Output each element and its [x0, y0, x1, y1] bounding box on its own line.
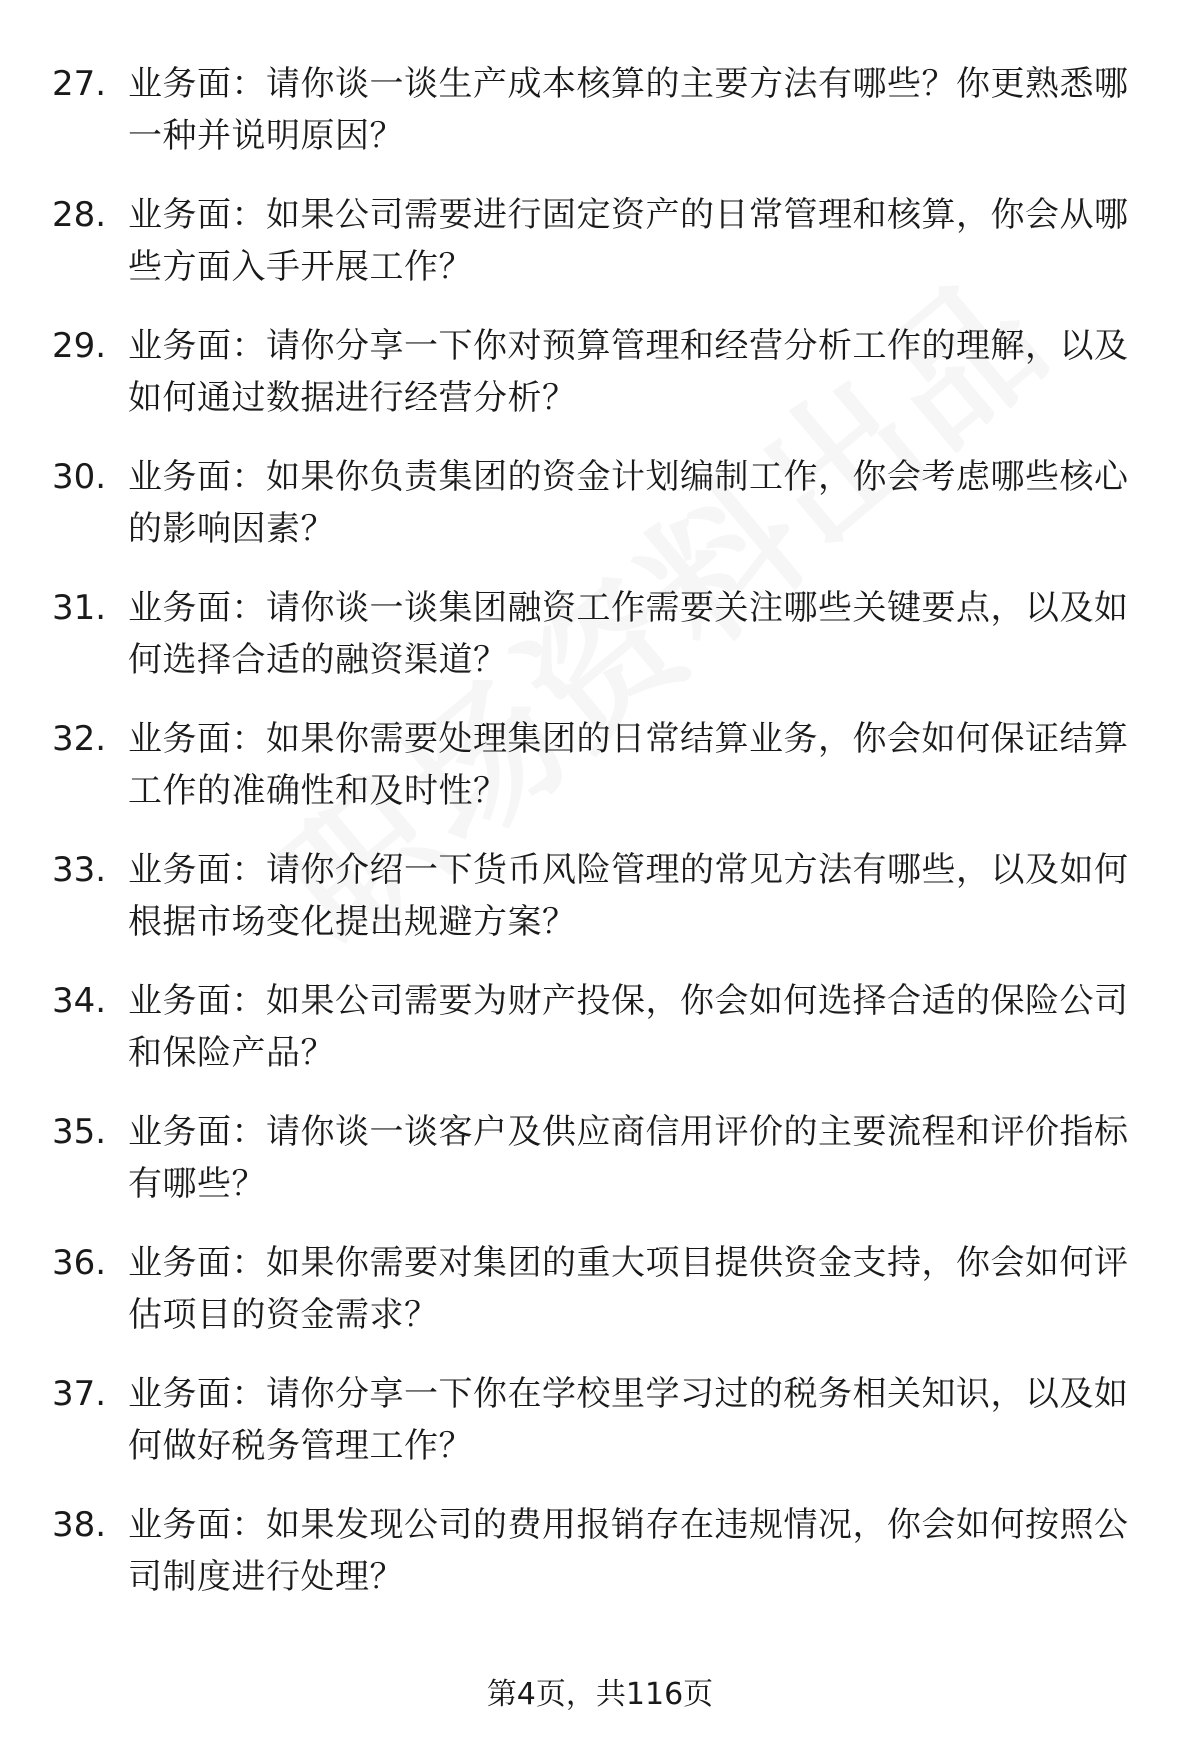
- question-number: 32.: [52, 719, 107, 759]
- list-item: [52, 975, 1152, 1106]
- question-number: 34.: [52, 981, 107, 1021]
- list-item: [52, 582, 1152, 713]
- question-text: 业务面：请你谈一谈生产成本核算的主要方法有哪些？你更熟悉哪一种并说明原因？: [128, 64, 1129, 156]
- question-text: 业务面：如果你需要处理集团的日常结算业务，你会如何保证结算工作的准确性和及时性？: [128, 719, 1129, 811]
- question-text: 业务面：如果公司需要进行固定资产的日常管理和核算，你会从哪些方面入手开展工作？: [128, 195, 1129, 287]
- question-number: 31.: [52, 588, 107, 628]
- list-item: [52, 1368, 1152, 1499]
- page-footer: 第4页，共116页: [486, 1677, 714, 1712]
- question-text: 业务面：请你介绍一下货币风险管理的常见方法有哪些，以及如何根据市场变化提出规避方案？: [128, 850, 1129, 942]
- list-item: [52, 320, 1152, 451]
- question-text: 业务面：请你谈一谈客户及供应商信用评价的主要流程和评价指标有哪些？: [128, 1112, 1129, 1204]
- list-item: [52, 58, 1152, 189]
- question-text: 业务面：如果发现公司的费用报销存在违规情况，你会如何按照公司制度进行处理？: [128, 1505, 1129, 1597]
- question-number: 29.: [52, 326, 107, 366]
- list-item: [52, 1237, 1152, 1368]
- question-number: 28.: [52, 195, 107, 235]
- question-number: 38.: [52, 1505, 107, 1545]
- question-text: 业务面：请你分享一下你对预算管理和经营分析工作的理解，以及如何通过数据进行经营分析？: [128, 326, 1129, 418]
- question-list: [52, 58, 1152, 1630]
- question-number: 30.: [52, 457, 107, 497]
- question-number: 36.: [52, 1243, 107, 1283]
- question-text: 业务面：请你谈一谈集团融资工作需要关注哪些关键要点，以及如何选择合适的融资渠道？: [128, 588, 1129, 680]
- list-item: [52, 1106, 1152, 1237]
- question-text: 业务面：如果你需要对集团的重大项目提供资金支持，你会如何评估项目的资金需求？: [128, 1243, 1129, 1335]
- question-number: 35.: [52, 1112, 107, 1152]
- list-item: [52, 189, 1152, 320]
- list-item: [52, 713, 1152, 844]
- list-item: [52, 1499, 1152, 1630]
- question-text: 业务面：请你分享一下你在学校里学习过的税务相关知识，以及如何做好税务管理工作？: [128, 1374, 1129, 1466]
- question-number: 27.: [52, 64, 107, 104]
- list-item: [52, 844, 1152, 975]
- question-text: 业务面：如果公司需要为财产投保，你会如何选择合适的保险公司和保险产品？: [128, 981, 1129, 1073]
- list-item: [52, 451, 1152, 582]
- question-number: 37.: [52, 1374, 107, 1414]
- question-text: 业务面：如果你负责集团的资金计划编制工作，你会考虑哪些核心的影响因素？: [128, 457, 1129, 549]
- question-number: 33.: [52, 850, 107, 890]
